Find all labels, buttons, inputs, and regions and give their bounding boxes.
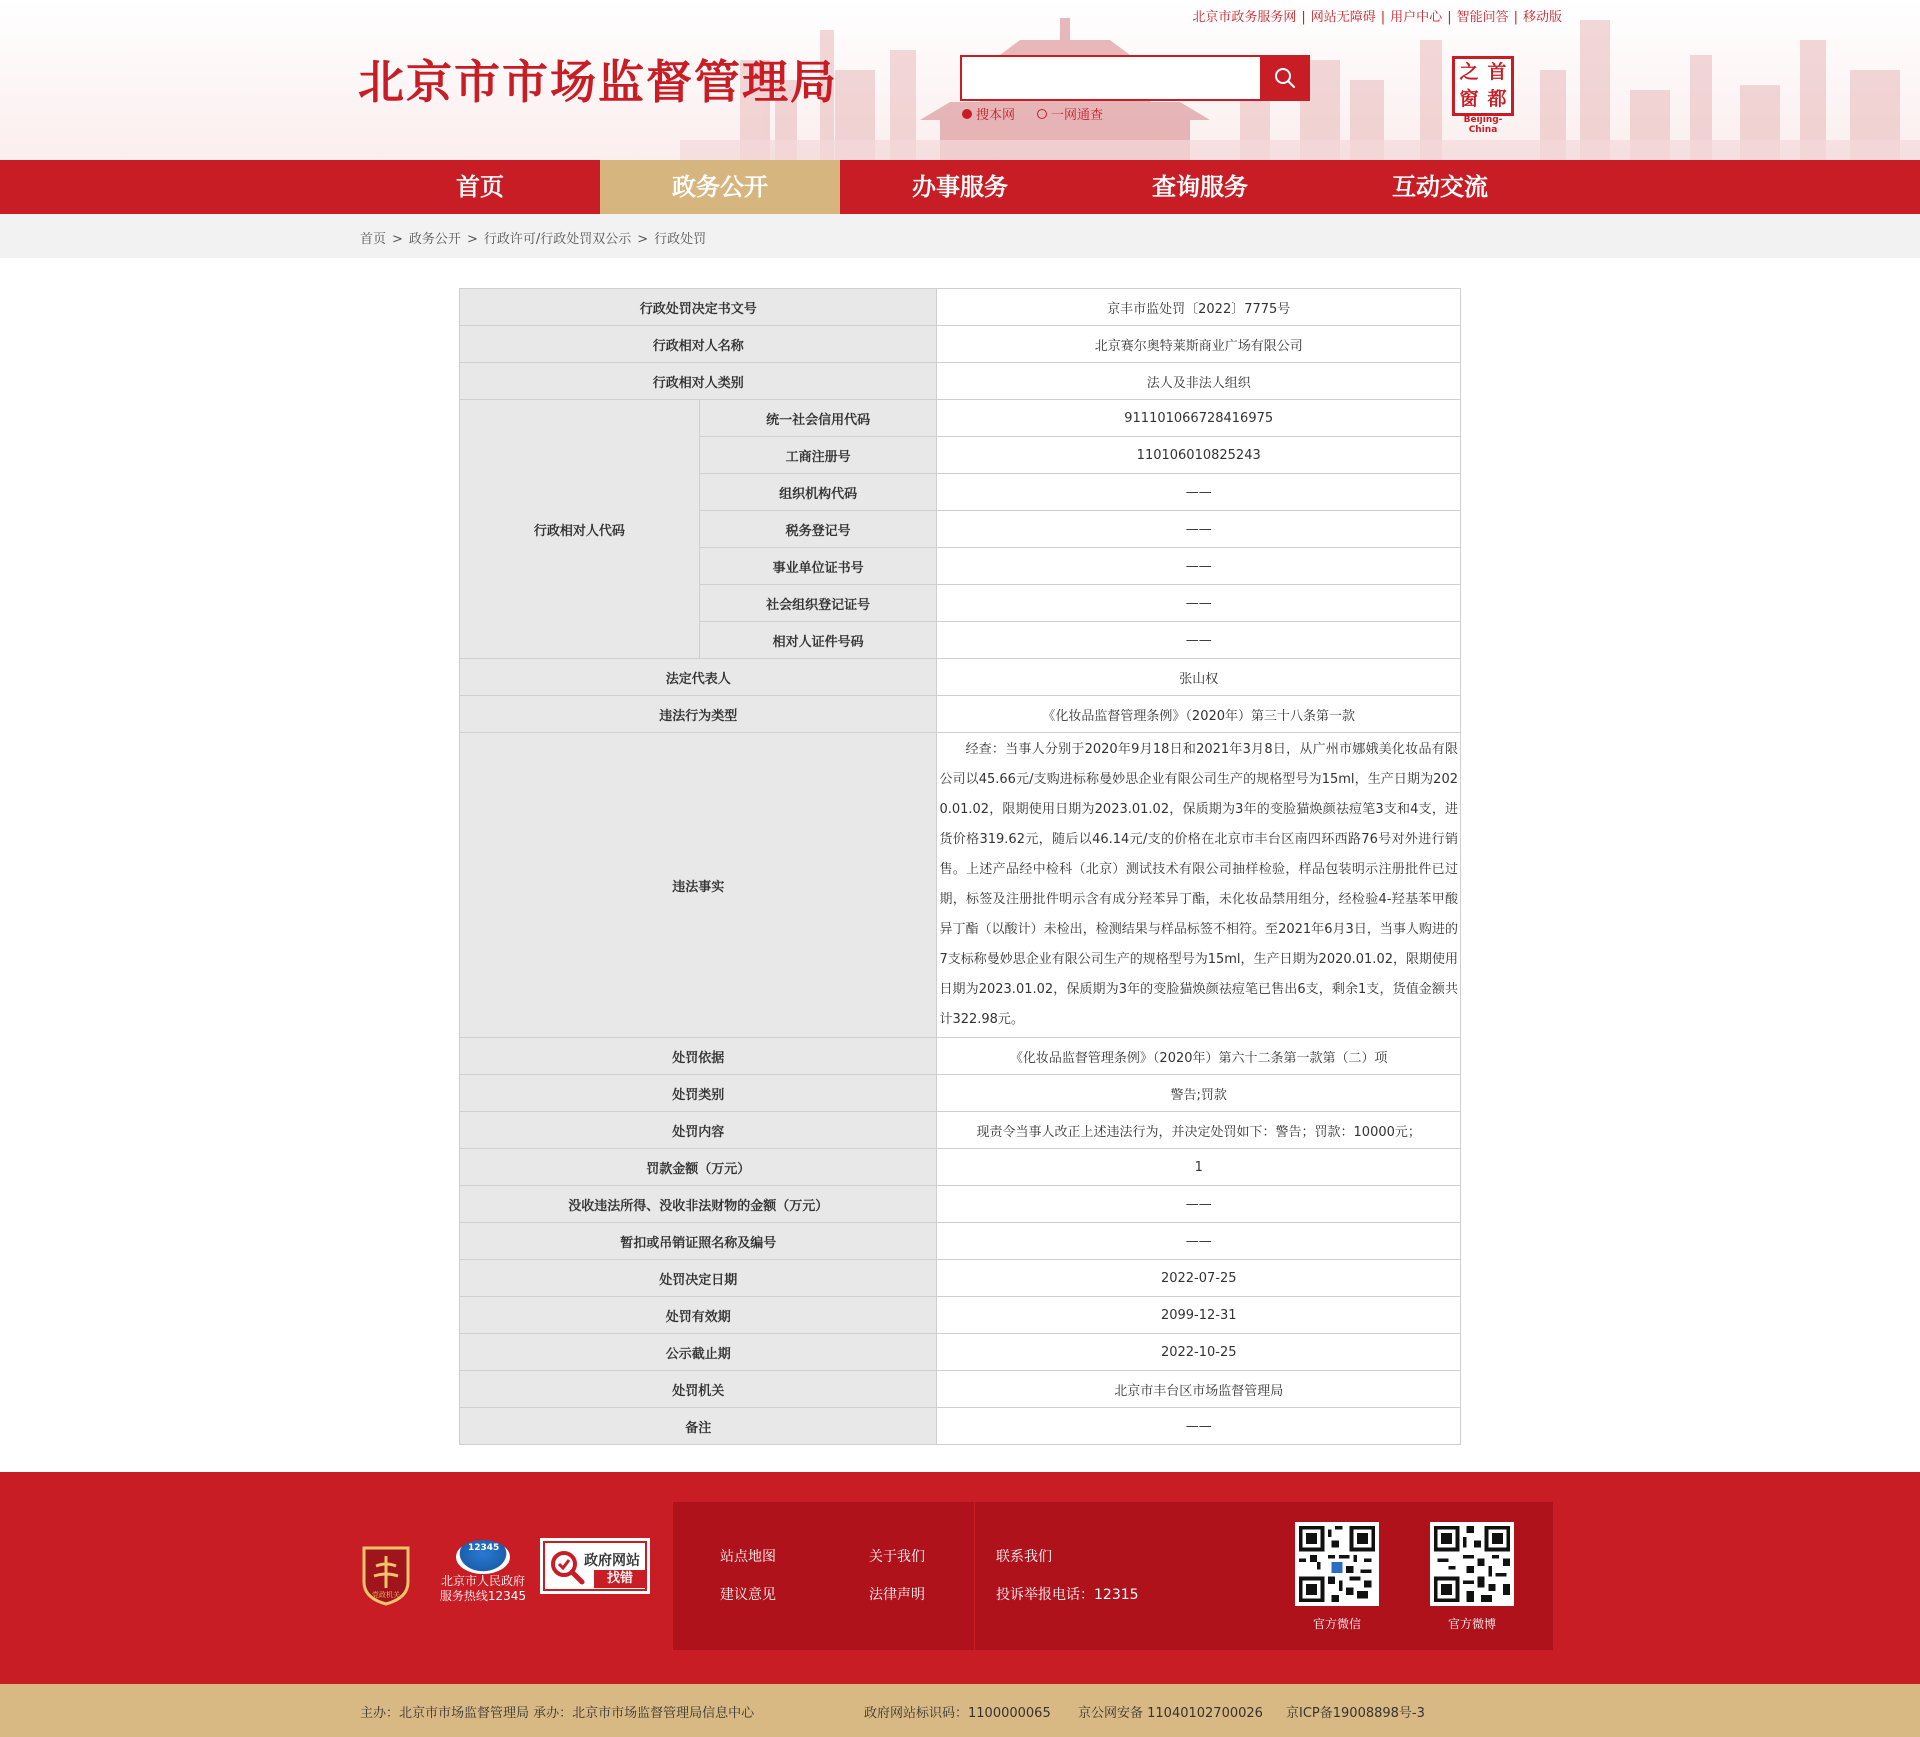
- party-code-label: 行政相对人代码: [460, 400, 700, 659]
- breadcrumb: [360, 228, 706, 247]
- table-row: [460, 659, 1461, 696]
- chevron-right-icon: >: [637, 232, 649, 247]
- table-row: [460, 733, 1461, 1038]
- report-error-tag: 找错: [594, 1570, 646, 1588]
- footer-link-about[interactable]: 关于我们: [869, 1549, 925, 1565]
- search-scope-options: [962, 104, 1103, 123]
- seal-char: 窗: [1459, 88, 1479, 110]
- tax-number-label: 税务登记号: [699, 511, 937, 548]
- party-type-label: 行政相对人类别: [460, 363, 937, 400]
- capital-window-logo[interactable]: [1452, 56, 1514, 135]
- confiscation-value: ——: [937, 1186, 1461, 1223]
- report-error-title: 政府网站: [584, 1553, 640, 1569]
- authority-label: 处罚机关: [460, 1371, 937, 1408]
- penalty-detail-table: [459, 288, 1461, 1445]
- footer-complaint-phone: 投诉举报电话：12315: [996, 1587, 1139, 1603]
- chevron-right-icon: >: [392, 232, 403, 247]
- legal-rep-label: 法定代表人: [460, 659, 937, 696]
- top-link-accessibility[interactable]: 网站无障碍: [1310, 10, 1376, 25]
- breadcrumb-bar: [0, 214, 1920, 258]
- violation-facts-value: 经查：当事人分别于2020年9月18日和2021年3月8日，从广州市娜娥美化妆品有限公司以45.66元/支购进标称曼妙思企业有限公司生产的规格型号为15ml，生产日期为2020.01.02，限期使用日期为2023.01.02，保质期为3年的变脸猫焕颜祛痘笔3支和4支，进货价格319.62元，随后以46.14元/支的价格在北京市丰台区南四环西路76号对外进行销售。上述产品经中检科（北京）测试技术有限公司抽样检验，样品包装明示注册批件已过期，标签及注册批件明示含有成分羟苯异丁酯，未化妆品禁用组分，经检验4-羟基苯甲酸异丁酯（以酸计）未检出，检测结果与样品标签不相符。至2021年6月3日，当事人购进的7支标称曼妙思企业有限公司生产的规格型号为15ml，生产日期为2020.01.02，限期使用日期为2023.01.02，保质期为3年的变脸猫焕颜祛痘笔已售出6支，剩余1支，货值金额共计322.98元。: [937, 733, 1461, 1038]
- table-row: [460, 1186, 1461, 1223]
- table-row: [460, 1038, 1461, 1075]
- search-scope-site-label: 搜本网: [976, 108, 1016, 123]
- nav-item-home[interactable]: 首页: [456, 173, 504, 201]
- qr-code-icon: [1430, 1522, 1514, 1606]
- seal-char: 之: [1459, 61, 1479, 83]
- top-link-smart-qa[interactable]: 智能问答: [1456, 10, 1509, 25]
- site-id: 政府网站标识码：1100000065: [864, 1706, 1051, 1721]
- social-org-value: ——: [937, 585, 1461, 622]
- org-code-value: ——: [937, 474, 1461, 511]
- top-link-mobile[interactable]: 移动版: [1522, 10, 1562, 25]
- nav-item-gov-affairs[interactable]: 政务公开: [600, 160, 840, 214]
- hotline-badge: 12345: [468, 1543, 500, 1553]
- footer-link-contact[interactable]: 联系我们: [996, 1549, 1052, 1565]
- breadcrumb-penalty[interactable]: 行政处罚: [654, 232, 707, 247]
- table-row: [460, 696, 1461, 733]
- authority-value: 北京市丰台区市场监督管理局: [937, 1371, 1461, 1408]
- top-links: 北京市政务服务网 | 网站无障碍 | 用户中心 | 智能问答 | 移动版: [1192, 10, 1562, 25]
- search-scope-site[interactable]: [962, 104, 1015, 123]
- remarks-value: ——: [937, 1408, 1461, 1445]
- breadcrumb-gov-affairs[interactable]: 政务公开: [408, 232, 461, 247]
- id-number-label: 相对人证件号码: [699, 622, 937, 659]
- table-row: [460, 1112, 1461, 1149]
- table-row: [460, 400, 1461, 437]
- penalty-content-label: 处罚内容: [460, 1112, 937, 1149]
- table-row: [460, 1297, 1461, 1334]
- party-name-label: 行政相对人名称: [460, 326, 937, 363]
- breadcrumb-dual-publicity[interactable]: 行政许可/行政处罚双公示: [483, 232, 632, 247]
- validity-value: 2099-12-31: [937, 1297, 1461, 1334]
- site-header: [0, 0, 1920, 160]
- decision-date-value: 2022-07-25: [937, 1260, 1461, 1297]
- license-action-label: 暂扣或吊销证照名称及编号: [460, 1223, 937, 1260]
- seal-icon: [1452, 56, 1514, 116]
- nav-item-services[interactable]: 办事服务: [912, 173, 1008, 201]
- institution-cert-label: 事业单位证书号: [699, 548, 937, 585]
- credit-code-label: 统一社会信用代码: [699, 400, 937, 437]
- site-title[interactable]: 北京市市场监督管理局: [358, 55, 838, 109]
- credit-code-value: 911101066728416975: [937, 400, 1461, 437]
- bottom-info-bar: [0, 1684, 1920, 1737]
- confiscation-label: 没收违法所得、没收非法财物的金额（万元）: [460, 1186, 937, 1223]
- decision-date-label: 处罚决定日期: [460, 1260, 937, 1297]
- fine-amount-label: 罚款金额（万元）: [460, 1149, 937, 1186]
- hotline-12345[interactable]: [438, 1540, 528, 1604]
- footer-link-sitemap[interactable]: 站点地图: [720, 1549, 776, 1565]
- validity-label: 处罚有效期: [460, 1297, 937, 1334]
- doc-number-value: 京丰市监处罚〔2022〕7775号: [937, 289, 1461, 326]
- top-link-gov-service[interactable]: 北京市政务服务网: [1192, 10, 1297, 25]
- host-info: 主办：北京市市场监督管理局 承办：北京市市场监督管理局信息中心: [360, 1706, 755, 1721]
- table-row: [460, 289, 1461, 326]
- table-row: [460, 1408, 1461, 1445]
- reg-number-value: 110106010825243: [937, 437, 1461, 474]
- seal-char: 首: [1487, 61, 1507, 83]
- table-row: [460, 1371, 1461, 1408]
- table-row: [460, 1260, 1461, 1297]
- violation-type-value: 《化妆品监督管理条例》（2020年）第三十八条第一款: [937, 696, 1461, 733]
- org-code-label: 组织机构代码: [699, 474, 937, 511]
- party-name-value: 北京赛尔奥特莱斯商业广场有限公司: [937, 326, 1461, 363]
- search-box: [960, 55, 1310, 101]
- violation-facts-label: 违法事实: [460, 733, 937, 1038]
- icp-record-link[interactable]: 京ICP备19008898号-3: [1286, 1706, 1425, 1721]
- license-action-value: ——: [937, 1223, 1461, 1260]
- table-row: [460, 1334, 1461, 1371]
- qr-weibo[interactable]: [1430, 1522, 1514, 1632]
- table-row: [460, 326, 1461, 363]
- table-row: [460, 363, 1461, 400]
- nav-item-query[interactable]: 查询服务: [1152, 173, 1248, 201]
- footer-link-legal[interactable]: 法律声明: [869, 1587, 925, 1603]
- seal-char: 都: [1487, 88, 1507, 110]
- violation-type-label: 违法行为类型: [460, 696, 937, 733]
- nav-item-interaction[interactable]: 互动交流: [1392, 173, 1488, 201]
- report-error-button[interactable]: [540, 1538, 650, 1594]
- qr-code-icon: [1295, 1522, 1379, 1606]
- seal-caption: Beijing-China: [1463, 115, 1503, 135]
- footer-contact: [975, 1502, 1553, 1650]
- penalty-content-value: 现责令当事人改正上述违法行为，并决定处罚如下：警告；罚款：10000元；: [937, 1112, 1461, 1149]
- party-gov-badge-label: 党政机关: [372, 1591, 400, 1599]
- main-nav: [0, 160, 1920, 214]
- hotline-line1: 北京市人民政府: [440, 1574, 525, 1588]
- social-org-label: 社会组织登记证号: [699, 585, 937, 622]
- table-row: [460, 1075, 1461, 1112]
- radio-unselected-icon: [1037, 109, 1047, 119]
- remarks-label: 备注: [460, 1408, 937, 1445]
- breadcrumb-home[interactable]: 首页: [360, 232, 387, 247]
- party-gov-badge-icon[interactable]: [360, 1542, 412, 1606]
- id-number-value: ——: [937, 622, 1461, 659]
- search-scope-all[interactable]: [1037, 104, 1103, 123]
- qr-weibo-caption: 官方微博: [1447, 1617, 1496, 1631]
- top-link-user-center[interactable]: 用户中心: [1390, 10, 1443, 25]
- footer-links: [673, 1502, 974, 1650]
- search-scope-all-label: 一网通查: [1051, 108, 1104, 123]
- radio-selected-icon: [962, 109, 972, 119]
- search-input[interactable]: [962, 57, 1308, 99]
- publicity-end-value: 2022-10-25: [937, 1334, 1461, 1371]
- qr-wechat[interactable]: [1295, 1522, 1379, 1632]
- penalty-basis-label: 处罚依据: [460, 1038, 937, 1075]
- footer-link-suggest[interactable]: 建议意见: [720, 1587, 776, 1603]
- institution-cert-value: ——: [937, 548, 1461, 585]
- qr-wechat-caption: 官方微信: [1312, 1617, 1361, 1631]
- publicity-end-label: 公示截止期: [460, 1334, 937, 1371]
- site-footer: [0, 1472, 1920, 1684]
- reg-number-label: 工商注册号: [699, 437, 937, 474]
- legal-rep-value: 张山权: [937, 659, 1461, 696]
- hotline-logo-icon: [456, 1540, 510, 1574]
- party-type-value: 法人及非法人组织: [937, 363, 1461, 400]
- penalty-category-label: 处罚类别: [460, 1075, 937, 1112]
- magnifier-icon: [548, 1548, 586, 1586]
- fine-amount-value: 1: [937, 1149, 1461, 1186]
- tax-number-value: ——: [937, 511, 1461, 548]
- table-row: [460, 1149, 1461, 1186]
- footer-badges: [360, 1502, 673, 1650]
- search-icon: [1274, 67, 1296, 89]
- penalty-category-value: 警告;罚款: [937, 1075, 1461, 1112]
- police-record-link[interactable]: 京公网安备 11040102700026: [1078, 1706, 1263, 1721]
- hotline-line2: 服务热线12345: [439, 1589, 527, 1603]
- doc-number-label: 行政处罚决定书文号: [460, 289, 937, 326]
- chevron-right-icon: >: [466, 232, 478, 247]
- penalty-basis-value: 《化妆品监督管理条例》（2020年）第六十二条第一款第（二）项: [937, 1038, 1461, 1075]
- table-row: [460, 1223, 1461, 1260]
- search-button[interactable]: [1260, 55, 1310, 101]
